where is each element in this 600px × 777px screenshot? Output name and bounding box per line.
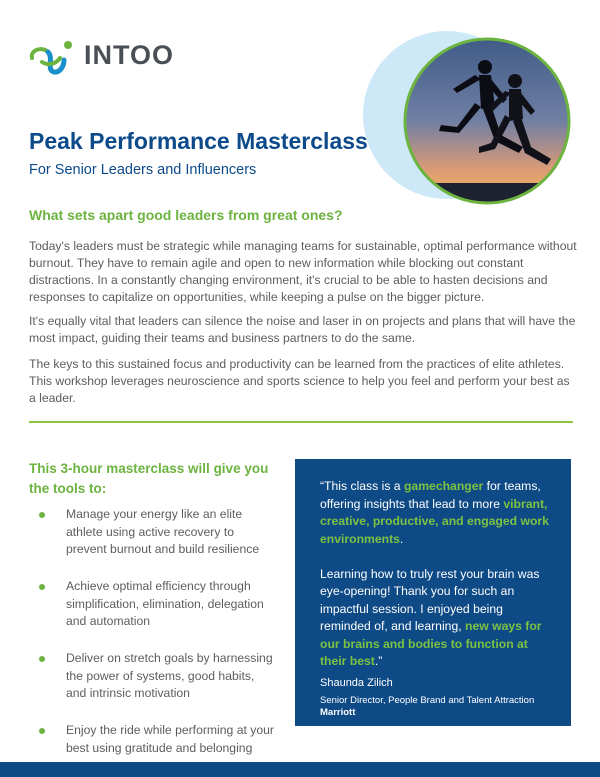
quote-highlight: gamechanger bbox=[403, 479, 484, 493]
runners-hero-image bbox=[355, 15, 580, 225]
masterclass-heading: This 3-hour masterclass will give you the tools to: bbox=[29, 461, 269, 496]
list-item bbox=[36, 578, 276, 631]
page-title: Peak Performance Masterclass bbox=[29, 128, 368, 154]
footer-bar bbox=[0, 762, 600, 777]
list-item bbox=[36, 506, 276, 559]
bullet-dot-icon bbox=[39, 728, 45, 734]
intro-paragraph: The keys to this sustained focus and productivity can be learned from the practices of elite athletes. This workshop leverages neuroscience and sports science to help you feel and perform your best as a leader. bbox=[29, 357, 570, 405]
logo-wordmark: INTOO bbox=[84, 40, 175, 70]
bullet-dot-icon bbox=[39, 656, 45, 662]
intoo-logo-mark-icon bbox=[28, 36, 76, 76]
benefits-list bbox=[36, 506, 276, 777]
quote-highlight: vibrant, creative, productive, and engaged work environments bbox=[320, 496, 549, 546]
bullet-dot-icon bbox=[39, 512, 45, 518]
intoo-logo bbox=[28, 36, 198, 76]
page-subtitle: For Senior Leaders and Influencers bbox=[29, 162, 257, 178]
testimonial-role: Senior Director, People Brand and Talent Attraction bbox=[320, 694, 535, 706]
intro-paragraph: It's equally vital that leaders can silence the noise and laser in on projects and plans that will have the most impact, guiding their teams and business partners to do the same. bbox=[29, 314, 576, 345]
quote-highlight: new ways for our brains and bodies to function at their best bbox=[320, 619, 542, 668]
testimonial-box bbox=[295, 459, 571, 726]
intro-heading: What sets apart good leaders from great ones? bbox=[29, 207, 343, 223]
list-item bbox=[36, 650, 276, 703]
testimonial-author: Shaunda Zilich bbox=[320, 676, 393, 689]
list-item bbox=[36, 722, 276, 757]
list-item-text: Enjoy the ride while performing at your best using gratitude and belonging bbox=[66, 723, 274, 755]
list-item-text: Manage your energy like an elite athlete using active recovery to prevent burnout and build resilience bbox=[66, 507, 260, 556]
list-item-text: Deliver on stretch goals by harnessing the power of systems, good habits, and intrinsic motivation bbox=[66, 651, 273, 700]
testimonial-quote-2: Learning how to truly rest your brain was eye-opening! Thank you for such an impactful session. I enjoyed being reminded of, and learning, new ways for our brains and bodies to function at their best.” bbox=[320, 566, 542, 668]
intro-paragraph: Today's leaders must be strategic while managing teams for sustainable, optimal performance without burnout. They have to remain agile and open to new information while blocking out constant distractions. In a constantly changing environment, it's crucial to be able to hasten decisions and responses to capitalize on opportunities, while keeping a pulse on the bigger picture. bbox=[29, 239, 577, 304]
list-item-text: Achieve optimal efficiency through simplification, elimination, delegation and automation bbox=[66, 579, 264, 628]
testimonial-quote-1: “This class is a gamechanger for teams, offering insights that lead to more vibrant, creative, productive, and engaged work environments. bbox=[320, 479, 549, 546]
section-divider bbox=[29, 421, 573, 423]
testimonial-company: Marriott bbox=[320, 706, 356, 718]
bullet-dot-icon bbox=[39, 584, 45, 590]
